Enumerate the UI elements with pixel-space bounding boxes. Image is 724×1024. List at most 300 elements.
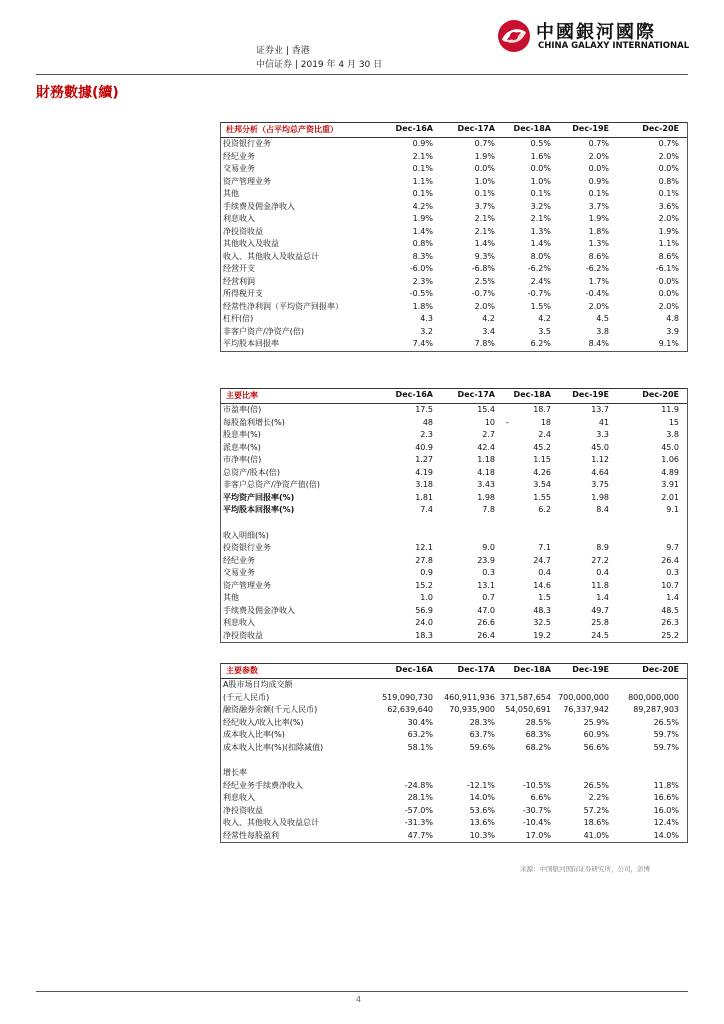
cell-value: 0.1% — [474, 189, 495, 198]
cell-value: 57.2% — [583, 805, 609, 815]
cell-value: 10.3% — [469, 830, 495, 840]
cell-value: -0.4% — [585, 289, 609, 298]
cell-value: -6.0% — [409, 264, 433, 273]
cell-value: 9.3% — [474, 251, 495, 261]
dupont-analysis-table — [220, 122, 688, 352]
cell-value: -0.7% — [527, 289, 551, 298]
cell-value: 4.2% — [412, 201, 433, 211]
cell-value: 48.5 — [661, 605, 679, 615]
row-label: (千元人民币) — [223, 692, 270, 702]
cell-value: 8.3% — [412, 251, 433, 261]
table-row — [221, 201, 687, 214]
row-label: 经常性每股盈利 — [223, 830, 279, 840]
cell-value: 15.2 — [415, 580, 433, 590]
cell-value: 1.81 — [415, 492, 433, 502]
cell-value: 0.7% — [588, 139, 609, 148]
cell-value: 24.0 — [415, 618, 433, 627]
column-header: Dec-20E — [642, 665, 679, 674]
cell-value: 0.0% — [474, 164, 495, 173]
cell-value: -0.7% — [471, 289, 495, 298]
row-label: 经纪业务 — [223, 555, 255, 565]
table-row — [221, 567, 687, 580]
row-label: 其他收入及收益 — [223, 239, 279, 248]
cell-value: 76,337,942 — [563, 705, 609, 714]
cell-value: 0.0% — [588, 164, 609, 173]
cell-value: 2.0% — [658, 214, 679, 223]
row-label: 融资融券余额(千元人民币) — [223, 705, 318, 714]
cell-value: -30.7% — [522, 805, 551, 815]
cell-value: 1.4% — [474, 239, 495, 248]
table-row — [221, 729, 687, 742]
cell-value: 41 — [598, 417, 609, 427]
cell-value: 32.5 — [533, 618, 551, 627]
cell-value: 4.18 — [477, 467, 495, 477]
cell-value: 4.64 — [591, 467, 609, 477]
section-title: 財務數據(續) — [36, 85, 119, 101]
cell-value: 56.9 — [415, 605, 433, 615]
cell-value: 0.0% — [658, 289, 679, 298]
cell-value: 59.7% — [653, 742, 679, 752]
cell-value: 4.5 — [596, 314, 609, 323]
row-label: 收入、其他收入及收益总计 — [223, 818, 319, 827]
report-header — [256, 44, 382, 72]
cell-value: 45.0 — [661, 442, 679, 452]
cell-value: 1.98 — [477, 492, 495, 502]
table-row — [221, 555, 687, 568]
cell-value: 8.9 — [596, 543, 609, 552]
row-label: 每股盈利增长(%) — [223, 417, 285, 427]
row-label: 资产管理业务 — [223, 176, 271, 186]
cell-value: 89,287,903 — [633, 705, 679, 714]
table-row — [221, 504, 687, 517]
table-row — [221, 717, 687, 730]
cell-value: 1.12 — [591, 455, 609, 464]
table-row — [221, 830, 687, 843]
row-label: 成本收入比率(%) — [223, 730, 285, 739]
cell-value: 41.0% — [583, 830, 609, 840]
cell-value: 1.8% — [412, 301, 433, 311]
cell-value: 9.0 — [482, 543, 495, 552]
table-row — [221, 276, 687, 289]
cell-value: 53.6% — [469, 805, 495, 815]
cell-value: 4.19 — [415, 467, 433, 477]
cell-value: 12.4% — [653, 818, 679, 827]
cell-value: 40.9 — [415, 442, 433, 452]
cell-value: 0.7 — [482, 593, 495, 602]
table-row — [221, 338, 687, 351]
cell-value: 0.1% — [658, 189, 679, 198]
cell-value: 0.9% — [588, 176, 609, 186]
table-header — [221, 663, 687, 679]
cell-value: 26.6 — [477, 618, 495, 627]
row-label: 资产管理业务 — [223, 580, 271, 590]
cell-value: 0.0% — [530, 164, 551, 173]
cell-value: 42.4 — [477, 442, 495, 452]
cell-value: 0.7% — [474, 139, 495, 148]
cell-value: 0.5% — [530, 139, 551, 148]
table-row — [221, 263, 687, 276]
cell-value: 800,000,000 — [628, 692, 679, 702]
row-label: 其他 — [223, 189, 239, 198]
cell-value: 0.8% — [412, 239, 433, 248]
table-row — [221, 792, 687, 805]
cell-value: 1.06 — [661, 455, 679, 464]
cell-value: 2.5% — [474, 276, 495, 286]
row-label: 市盈率(倍) — [223, 405, 262, 414]
cell-value: 13.1 — [477, 580, 495, 590]
row-label: 收入、其他收入及收益总计 — [223, 251, 319, 261]
cell-value: 17.5 — [415, 405, 433, 414]
cell-value: 2.01 — [661, 492, 679, 502]
table-header — [221, 388, 687, 404]
cell-value: 26.5% — [653, 717, 679, 727]
table-row — [221, 754, 687, 767]
cell-value: 1.1% — [412, 176, 433, 186]
row-label: 经纪收入/收入比率(%) — [223, 717, 304, 727]
column-header: Dec-17A — [457, 390, 495, 399]
cell-value: 62,639,640 — [387, 705, 433, 714]
cell-value: 1.6% — [530, 151, 551, 161]
cell-value: 58.1% — [407, 742, 433, 752]
row-label: 总资产/股本(倍) — [223, 467, 280, 477]
galaxy-swirl-icon — [496, 18, 532, 54]
cell-value: 8.0% — [530, 251, 551, 261]
column-header: Dec-16A — [395, 665, 433, 674]
table-row — [221, 542, 687, 555]
cell-value: 2.3% — [412, 276, 433, 286]
table-row — [221, 417, 687, 430]
cell-value: 0.3 — [666, 568, 679, 577]
company-logo — [496, 18, 696, 54]
cell-value: 1.3% — [588, 239, 609, 248]
cell-value: 56.6% — [583, 742, 609, 752]
row-label: 交易业务 — [223, 164, 255, 173]
column-header: Dec-16A — [395, 390, 433, 399]
cell-value: 54,050,691 — [505, 705, 551, 714]
cell-value: 1.9% — [412, 214, 433, 223]
cell-value: 2.1% — [412, 151, 433, 161]
cell-value: 26.3 — [661, 618, 679, 627]
cell-value: 6.6% — [530, 793, 551, 802]
cell-value: 3.7% — [474, 201, 495, 211]
cell-value: 1.27 — [415, 455, 433, 464]
cell-value: 519,090,730 — [382, 692, 433, 702]
row-label: 利息收入 — [223, 793, 255, 802]
table-row — [221, 163, 687, 176]
cell-value: 2.1% — [530, 214, 551, 223]
row-label: 手续费及佣金净收入 — [223, 605, 295, 615]
table-title: 主要比率 — [226, 391, 258, 400]
cell-value: 2.1% — [474, 214, 495, 223]
cell-value: 2.3 — [420, 430, 433, 439]
cell-value: 1.4% — [530, 239, 551, 248]
cell-value: 11.8 — [591, 580, 609, 590]
cell-value: 4.3 — [420, 314, 433, 323]
source-note: 来源：中国银河国际证券研究所，公司，彭博 — [520, 865, 650, 873]
cell-value: -6.2% — [585, 264, 609, 273]
cell-value: 6.2 — [538, 505, 551, 514]
table-row — [221, 580, 687, 593]
column-header: Dec-18A — [513, 124, 551, 133]
cell-value: 1.9% — [588, 214, 609, 223]
cell-value: -57.0% — [404, 805, 433, 815]
cell-value: 3.2 — [420, 326, 433, 336]
cell-value: 59.6% — [469, 742, 495, 752]
cell-value: 3.43 — [477, 480, 495, 489]
cell-value: 0.0% — [658, 164, 679, 173]
column-header: Dec-19E — [572, 124, 609, 133]
cell-value: 1.5% — [530, 301, 551, 311]
cell-value: 59.7% — [653, 730, 679, 739]
cell-value: -6.1% — [655, 264, 679, 273]
cell-value: 8.4 — [596, 505, 609, 514]
cell-value: 1.18 — [477, 455, 495, 464]
cell-value: 1.3% — [530, 226, 551, 236]
cell-value: -10.5% — [522, 780, 551, 790]
cell-value: 4.2 — [482, 314, 495, 323]
cell-value: 9.1 — [666, 505, 679, 514]
column-header: Dec-16A — [395, 124, 433, 133]
cell-value: 27.8 — [415, 555, 433, 565]
cell-value: 0.9% — [412, 139, 433, 148]
cell-value: 1.0 — [420, 593, 433, 602]
cell-value: 4.89 — [661, 467, 679, 477]
table-row — [221, 238, 687, 251]
cell-value: 0.7% — [658, 139, 679, 148]
cell-value: 48 — [422, 417, 433, 427]
cell-value: 460,911,936 — [444, 692, 495, 702]
cell-value: 14.0% — [653, 830, 679, 840]
cell-value: 1.8% — [588, 226, 609, 236]
cell-value: 9.7 — [666, 543, 679, 552]
key-ratios-table — [220, 388, 688, 643]
page-number: 4 — [356, 995, 362, 1004]
column-header: Dec-20E — [642, 390, 679, 399]
cell-value: 2.4% — [530, 276, 551, 286]
table-row — [221, 442, 687, 455]
cell-value: 47.0 — [477, 605, 495, 615]
cell-value: 26.5% — [583, 780, 609, 790]
cell-value: 2.0% — [588, 301, 609, 311]
cell-value: 2.0% — [658, 301, 679, 311]
cell-value: 0.1% — [530, 189, 551, 198]
cell-value: 2.7 — [482, 430, 495, 439]
cell-value: 18.7 — [533, 405, 551, 414]
cell-value: 0.1% — [588, 189, 609, 198]
row-label: 非客户总资产/净资产值(倍) — [223, 480, 320, 489]
cell-value: 3.4 — [482, 326, 495, 336]
table-row — [221, 454, 687, 467]
cell-value: 0.0% — [658, 276, 679, 286]
header-divider — [36, 74, 688, 75]
cell-value: 1.1% — [658, 239, 679, 248]
cell-value: 1.9% — [658, 226, 679, 236]
cell-value: 3.2% — [530, 201, 551, 211]
cell-value: 13.6% — [469, 818, 495, 827]
cell-value: 14.6 — [533, 580, 551, 590]
cell-value: -24.8% — [404, 780, 433, 790]
cell-value: 2.1% — [474, 226, 495, 236]
cell-value: 68.2% — [525, 742, 551, 752]
cell-value: 18 — [540, 417, 551, 427]
cell-value: 10.7 — [661, 580, 679, 590]
row-label: 市净率(倍) — [223, 455, 262, 464]
cell-value: 28.5% — [525, 717, 551, 727]
cell-value: 28.1% — [407, 793, 433, 802]
table-row — [221, 592, 687, 605]
table-row — [221, 805, 687, 818]
cell-value: 3.7% — [588, 201, 609, 211]
cell-value: 60.9% — [583, 730, 609, 739]
cell-value: 1.4% — [412, 226, 433, 236]
row-label: 股息率(%) — [223, 430, 261, 439]
row-label: 利息收入 — [223, 214, 255, 223]
cell-value: 16.6% — [653, 793, 679, 802]
row-label: 所得税开支 — [223, 289, 263, 298]
cell-value: 28.3% — [469, 717, 495, 727]
cell-value: 1.5 — [538, 593, 551, 602]
cell-value: 24.7 — [533, 555, 551, 565]
table-row — [221, 188, 687, 201]
table-row — [221, 630, 687, 643]
table-row — [221, 301, 687, 314]
row-separator-mark: - — [506, 417, 509, 427]
column-header: Dec-20E — [642, 124, 679, 133]
column-header: Dec-19E — [572, 665, 609, 674]
row-label: A股市场日均成交额 — [223, 680, 293, 689]
cell-value: 30.4% — [407, 717, 433, 727]
cell-value: 0.3 — [482, 568, 495, 577]
row-label: 净投资收益 — [223, 226, 263, 236]
cell-value: 7.8 — [482, 505, 495, 514]
table-row — [221, 767, 687, 780]
cell-value: 70,935,900 — [449, 705, 495, 714]
cell-value: 15.4 — [477, 405, 495, 414]
cell-value: 7.1 — [538, 543, 551, 552]
cell-value: 3.6% — [658, 201, 679, 211]
cell-value: 10 — [484, 417, 495, 427]
cell-value: 2.4 — [538, 430, 551, 439]
header-sector: 证券业 | 香港 — [256, 46, 310, 56]
cell-value: -10.4% — [522, 818, 551, 827]
table-row — [221, 817, 687, 830]
row-label: 平均资产回报率(%) — [223, 492, 295, 502]
cell-value: 45.0 — [591, 442, 609, 452]
cell-value: 3.54 — [533, 480, 551, 489]
cell-value: 7.4% — [412, 339, 433, 348]
cell-value: -0.5% — [409, 289, 433, 298]
table-row — [221, 679, 687, 692]
table-row — [221, 530, 687, 543]
cell-value: 700,000,000 — [558, 692, 609, 702]
column-header: Dec-17A — [457, 665, 495, 674]
row-label: 净投资收益 — [223, 805, 263, 815]
cell-value: 7.8% — [474, 339, 495, 348]
cell-value: 45.2 — [533, 442, 551, 452]
cell-value: 4.26 — [533, 467, 551, 477]
table-row — [221, 251, 687, 264]
row-label: 派息率(%) — [223, 442, 261, 452]
cell-value: 3.91 — [661, 480, 679, 489]
row-label: 经营利润 — [223, 276, 255, 286]
row-label: 平均股本回报率(%) — [223, 505, 295, 514]
cell-value: 0.9 — [420, 568, 433, 577]
table-row — [221, 605, 687, 618]
table-row — [221, 138, 687, 151]
cell-value: 19.2 — [533, 630, 551, 640]
cell-value: 1.9% — [474, 151, 495, 161]
cell-value: 371,587,654 — [500, 692, 551, 702]
cell-value: 2.0% — [474, 301, 495, 311]
table-row — [221, 617, 687, 630]
table-row — [221, 313, 687, 326]
cell-value: 1.4 — [596, 593, 609, 602]
cell-value: 11.9 — [661, 405, 679, 414]
cell-value: -12.1% — [466, 780, 495, 790]
cell-value: 2.2% — [588, 793, 609, 802]
header-company-date: 中信证券 | 2019 年 4 月 30 日 — [256, 60, 383, 70]
cell-value: 7.4 — [420, 505, 433, 514]
table-title: 杜邦分析（占平均总产资比重） — [226, 125, 338, 134]
cell-value: 1.98 — [591, 492, 609, 502]
column-header: Dec-18A — [513, 665, 551, 674]
column-header: Dec-17A — [457, 124, 495, 133]
table-row — [221, 704, 687, 717]
row-label: 经纪业务 — [223, 151, 255, 161]
table-row — [221, 151, 687, 164]
cell-value: 25.9% — [583, 717, 609, 727]
logo-english-name: CHINA GALAXY INTERNATIONAL — [538, 41, 690, 51]
row-label: 增长率 — [223, 768, 247, 777]
cell-value: 68.3% — [525, 730, 551, 739]
cell-value: 16.0% — [653, 805, 679, 815]
cell-value: 26.4 — [477, 630, 495, 640]
cell-value: 24.5 — [591, 630, 609, 640]
cell-value: 1.15 — [533, 455, 551, 464]
cell-value: 0.4 — [538, 568, 551, 577]
cell-value: 1.0% — [474, 176, 495, 186]
cell-value: 18.3 — [415, 630, 433, 640]
cell-value: 4.8 — [666, 314, 679, 323]
row-label: 经常性净利润（平均资产回报率） — [223, 301, 343, 311]
cell-value: 48.3 — [533, 605, 551, 615]
table-row — [221, 467, 687, 480]
table-title: 主要参数 — [226, 666, 258, 675]
cell-value: 3.5 — [538, 326, 551, 336]
cell-value: 63.2% — [407, 730, 433, 739]
row-label: 其他 — [223, 593, 239, 602]
table-row — [221, 326, 687, 339]
cell-value: 3.75 — [591, 480, 609, 489]
table-row — [221, 780, 687, 793]
cell-value: 27.2 — [591, 555, 609, 565]
cell-value: 6.2% — [530, 339, 551, 348]
cell-value: 1.7% — [588, 276, 609, 286]
cell-value: 0.1% — [412, 189, 433, 198]
cell-value: 3.3 — [596, 430, 609, 439]
cell-value: -6.2% — [527, 264, 551, 273]
cell-value: 18.6% — [583, 818, 609, 827]
cell-value: 47.7% — [407, 830, 433, 840]
cell-value: 17.0% — [525, 830, 551, 840]
cell-value: 13.7 — [591, 405, 609, 414]
table-row — [221, 404, 687, 417]
cell-value: 2.0% — [658, 151, 679, 161]
cell-value: -6.8% — [471, 264, 495, 273]
cell-value: 1.4 — [666, 593, 679, 602]
cell-value: 0.1% — [412, 164, 433, 173]
cell-value: 25.2 — [661, 630, 679, 640]
